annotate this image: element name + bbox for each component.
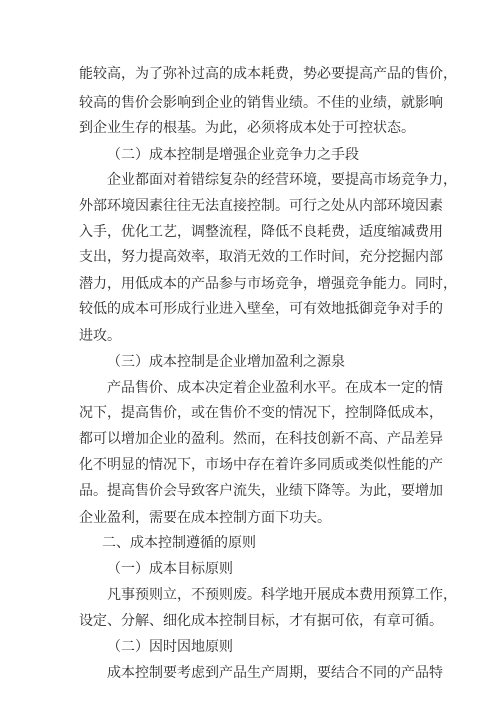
section-heading: （三）成本控制是企业增加盈利之源泉 [107,354,345,370]
paragraph-line: 都可以增加企业的盈利。然而，在科技创新不高、产品差异 [79,431,443,447]
paragraph-line: 进攻。 [79,328,121,344]
paragraph-line: 外部环境因素往往无法直接控制。可行之处从内部环境因素 [79,198,443,214]
paragraph-line: 潜力，用低成本的产品参与市场竞争，增强竞争能力。同时， [79,276,457,292]
paragraph-line: 成本控制要考虑到产品生产周期，要结合不同的产品特 [107,665,443,681]
paragraph-line: 凡事预则立，不预则废。科学地开展成本费用预算工作， [107,587,457,603]
paragraph-line: 品。提高售价会导致客户流失，业绩下降等。为此，要增加 [79,483,443,499]
paragraph-line: 企业都面对着错综复杂的经营环境，要提高市场竞争力， [107,172,457,188]
paragraph-line: 产品售价、成本决定着企业盈利水平。在成本一定的情 [107,380,443,396]
paragraph-line: 支出，努力提高效率，取消无效的工作时间，充分挖掘内部 [79,249,443,265]
paragraph-line: 况下，提高售价，或在售价不变的情况下，控制降低成本， [79,405,443,421]
section-heading: （二）成本控制是增强企业竞争力之手段 [107,147,359,163]
paragraph-line: 入手，优化工艺，调整流程，降低不良耗费，适度缩减费用 [79,224,443,240]
paragraph-line: 化不明显的情况下，市场中存在着许多同质或类似性能的产 [79,457,443,473]
paragraph-line: 较高的售价会影响到企业的销售业绩。不佳的业绩，就影响 [79,95,443,111]
paragraph-line: 较低的成本可形成行业进入壁垒，可有效地抵御竞争对手的 [79,301,443,317]
section-heading: （一）成本目标原则 [107,561,233,577]
paragraph-line: 能较高，为了弥补过高的成本耗费，势必要提高产品的售价， [79,66,457,82]
section-heading: 二、成本控制遵循的原则 [102,535,256,551]
paragraph-line: 企业盈利，需要在成本控制方面下功夫。 [79,510,331,526]
paragraph-line: 设定、分解、细化成本控制目标，才有据可依，有章可循。 [79,613,443,629]
paragraph-line: 到企业生存的根基。为此，必须将成本处于可控状态。 [79,120,415,136]
section-heading: （二）因时因地原则 [107,639,233,655]
